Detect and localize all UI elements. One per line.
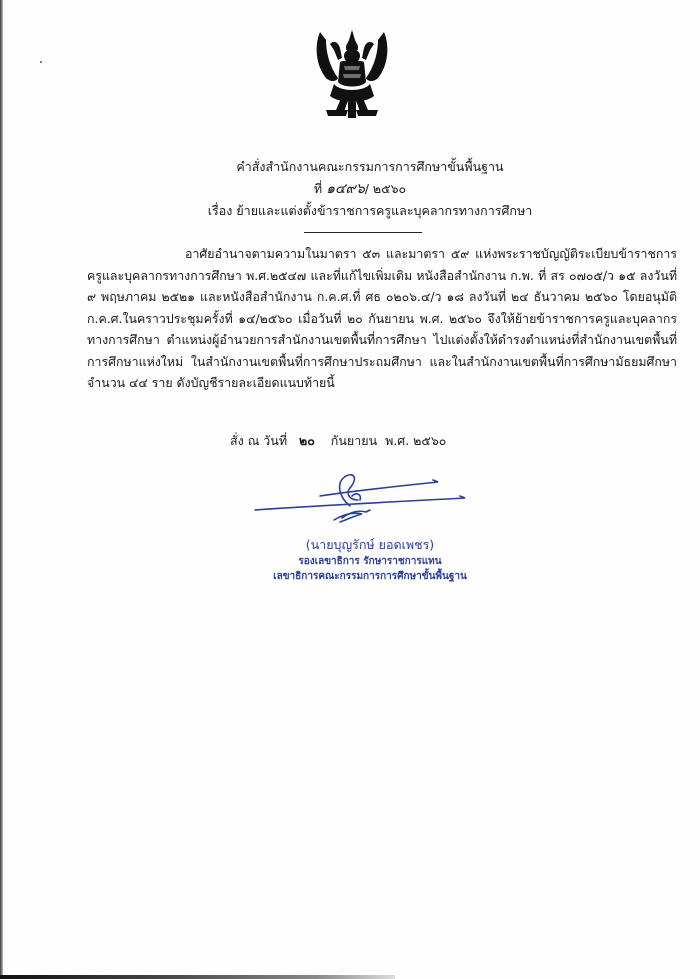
order-title: คำสั่งสำนักงานคณะกรรมการการศึกษาขั้นพื้นฐาน bbox=[236, 159, 504, 174]
scan-border-bottom bbox=[0, 975, 395, 979]
scan-speck bbox=[40, 61, 42, 63]
order-header bbox=[0, 156, 700, 222]
subject-label: เรื่อง bbox=[207, 203, 233, 218]
header-divider bbox=[304, 232, 422, 233]
subject-text: ย้ายและแต่งตั้งข้าราชการครูและบุคลากรทางการศึกษา bbox=[236, 203, 533, 218]
order-date-day: ๒๐ bbox=[299, 433, 315, 448]
order-number bbox=[0, 178, 700, 200]
garuda-emblem-icon bbox=[312, 26, 392, 121]
order-number-prefix: ที่ bbox=[313, 181, 323, 196]
order-number-year: / ๒๕๖๐ bbox=[364, 181, 407, 196]
scan-border-left bbox=[0, 0, 3, 979]
order-number-value: ๑๔๙๖ bbox=[326, 181, 365, 197]
order-subject bbox=[0, 200, 700, 222]
handwritten-signature bbox=[250, 470, 500, 530]
signatory-name: (นายบุญรักษ์ ยอดเพชร) bbox=[305, 537, 435, 552]
order-date-prefix: สั่ง ณ วันที่ bbox=[230, 433, 288, 448]
signatory-block bbox=[240, 536, 500, 584]
order-date bbox=[230, 431, 446, 451]
body-paragraph: อาศัยอำนาจตามความในมาตรา ๕๓ และมาตรา ๕๙ แห่งพระราชบัญญัติระเบียบข้าราชการครูและบุคลากรทางการศึกษา พ.ศ.๒๕๔๗ และที่แก้ไขเพิ่มเติม หนังสือสำนักงาน ก.พ. ที่ สร ๐๗๐๕/ว ๑๕ ลงวันที่ ๙ พฤษภาคม ๒๕๒๑ และหนังสือสำนักงาน ก.ค.ศ.ที่ ศธ ๐๒๐๖.๔/ว ๑๘ ลงวันที่ ๒๔ ธันวาคม ๒๕๖๐ โดยอนุมัติ ก.ค.ศ.ในคราวประชุมครั้งที่ ๑๔/๒๕๖๐ เมื่อวันที่ ๒๐ กันยายน พ.ศ. ๒๕๖๐ จึงให้ย้ายข้าราชการครูและบุคลากรทางการศึกษา ตำแหน่งผู้อำนวยการสำนักงานเขตพื้นที่การศึกษา ไปแต่งตั้งให้ดำรงตำแหน่งที่สำนักงานเขตพื้นที่การศึกษาแห่งใหม่ ในสำนักงานเขตพื้นที่การศึกษาประถมศึกษา และในสำนักงานเขตพื้นที่การศึกษามัธยมศึกษา จำนวน ๔๔ ราย ดังบัญชีรายละเอียดแนบท้ายนี้ bbox=[87, 246, 677, 390]
order-body bbox=[87, 243, 677, 394]
signatory-title-1: รองเลขาธิการ รักษาราชการแทน bbox=[298, 556, 442, 567]
order-date-month-year: กันยายน พ.ศ. ๒๕๖๐ bbox=[330, 433, 447, 448]
signatory-title-2: เลขาธิการคณะกรรมการการศึกษาขั้นพื้นฐาน bbox=[273, 571, 467, 582]
